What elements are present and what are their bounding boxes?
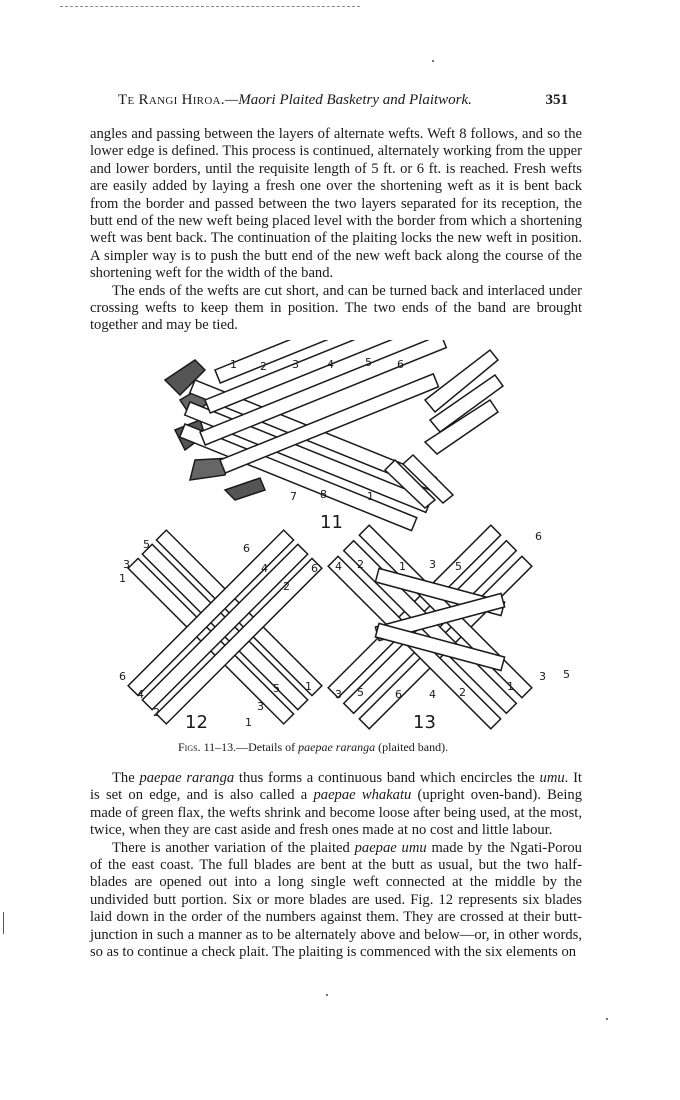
caption-dash: —Details of: [236, 740, 299, 754]
fig11-top-number: 2: [260, 360, 267, 373]
text-run: . It is set on edge, and is also called a: [90, 770, 582, 804]
fig13-top-number: 2: [357, 558, 364, 571]
fig13-bottom-number: 4: [429, 688, 436, 701]
fig12-number: 2: [283, 580, 290, 593]
fig13-bottom-number: 3: [335, 688, 342, 701]
fig11-bottom-number: 7: [290, 490, 297, 503]
fig13-label: 13: [413, 712, 436, 733]
fig12-number: 5: [273, 682, 280, 695]
text-run: The: [112, 770, 140, 786]
fig11-bottom-number: 8: [320, 488, 327, 501]
fig12-drawing: [128, 530, 322, 724]
paragraph-ngati-porou-variation: [90, 840, 582, 962]
fig12-number: 2: [153, 706, 160, 719]
text-run: thus forms a continuous band which encircles the: [234, 770, 540, 786]
caption-figs: Figs. 11–13.: [178, 740, 237, 754]
fig13-bottom-number: 6: [395, 688, 402, 701]
fig11-label: 11: [320, 512, 343, 533]
fig13-bottom-number: 1: [305, 680, 312, 693]
fig11-top-number: 1: [230, 358, 237, 371]
body-text-top: [90, 126, 582, 335]
fig13-top-number: 3: [429, 558, 436, 571]
fig12-number: 6: [119, 670, 126, 683]
fig13-bottom-number: 5: [563, 668, 570, 681]
fig13-top-number: 1: [399, 560, 406, 573]
fig12-number: 3: [123, 558, 130, 571]
margin-mark: [3, 912, 4, 934]
fig12-label: 12: [185, 712, 208, 733]
fig12-number: 1: [245, 716, 252, 729]
fig13-top-number: 6: [311, 562, 318, 575]
paragraph-continued: angles and passing between the layers of alternate wefts. Weft 8 follows, and so the lower edge is defined. This process is continued, alternately working from the upper and lower borders, until the requisite length of 5 ft. or 6 ft. is reached. Fresh wefts are easily added by laying a fresh one over the shortening weft as it is bent back from the border and passed between the two layers separated for its reception, the butt end of the new weft being placed level with the border from which a shortening weft was bent back. The continuation of the plaiting locks the new weft in position. A simpler way is to push the butt end of the new weft back along the course of the shortening weft for the width of the band.: [90, 126, 582, 282]
fig12-number: 5: [143, 538, 150, 551]
fig11-top-number: 4: [327, 358, 334, 371]
fig12-number: 4: [137, 688, 144, 701]
scan-speck: [606, 1018, 608, 1020]
plait-illustrations: [95, 340, 585, 735]
caption-rest: (plaited band).: [375, 740, 449, 754]
figure-caption: [178, 740, 538, 755]
fig13-top-number: 6: [535, 530, 542, 543]
fig13-top-number: 4: [335, 560, 342, 573]
figure-plaited-band: [95, 340, 585, 735]
fig13-bottom-number: 5: [357, 686, 364, 699]
text-run: (upright oven-band). Being made of green flax, the wefts shrink and become loose after being used, at the most, twice, when they are cast aside and fresh ones made at no cost and little labour.: [90, 787, 583, 839]
caption-term: paepae raranga: [298, 740, 376, 754]
term: paepae umu: [354, 839, 427, 856]
term: paepae raranga: [139, 770, 235, 786]
scan-speck: [326, 994, 328, 996]
scan-speck: [432, 60, 434, 62]
fig12-number: 6: [243, 542, 250, 555]
top-edge-rule: [60, 6, 360, 7]
fig11-bottom-number: 1: [367, 490, 374, 503]
fig12-number: 1: [119, 572, 126, 585]
fig11-top-number: 6: [397, 358, 404, 371]
fig12-number: 3: [257, 700, 264, 713]
fig13-top-number: 5: [455, 560, 462, 573]
text-run: made by the Ngati-Porou of the east coast. The full blades are bent at the butt as usual, but the two half-blades are opened out into a long single weft connected at the middle by the undivided butt portion. Six or more blades are used. Fig. 12 represents six blades laid down in the order of the numbers against them. They are crossed at their butt-junction in such a manner as to be alternately above and below—or, in other words, so as to continue a check plait. The plaiting is commenced with the six elements on: [90, 839, 582, 961]
paragraph-paepae-raranga: [90, 770, 582, 840]
page-number: 351: [545, 92, 568, 108]
fig11-top-number: 5: [365, 356, 372, 369]
fig13-bottom-number: 3: [539, 670, 546, 683]
running-head: [118, 92, 568, 114]
text-run: There is another variation of the plaited: [112, 839, 355, 856]
term: paepae whakatu: [313, 787, 412, 804]
running-head-title: —Maori Plaited Basketry and Plaitwork.: [224, 92, 472, 108]
fig13-bottom-number: 1: [507, 680, 514, 693]
term: umu: [539, 770, 565, 786]
fig13-bottom-number: 2: [459, 686, 466, 699]
fig11-drawing: [165, 340, 503, 531]
fig12-number: 4: [261, 562, 268, 575]
paragraph-wefts-ends: The ends of the wefts are cut short, and can be turned back and interlaced under crossing wefts to keep them in position. The two ends of the band are brought together and may be tied.: [90, 282, 582, 334]
fig11-top-number: 3: [292, 358, 299, 371]
running-head-author: Te Rangi Hiroa.: [118, 92, 225, 108]
body-text-bottom: [90, 770, 582, 961]
